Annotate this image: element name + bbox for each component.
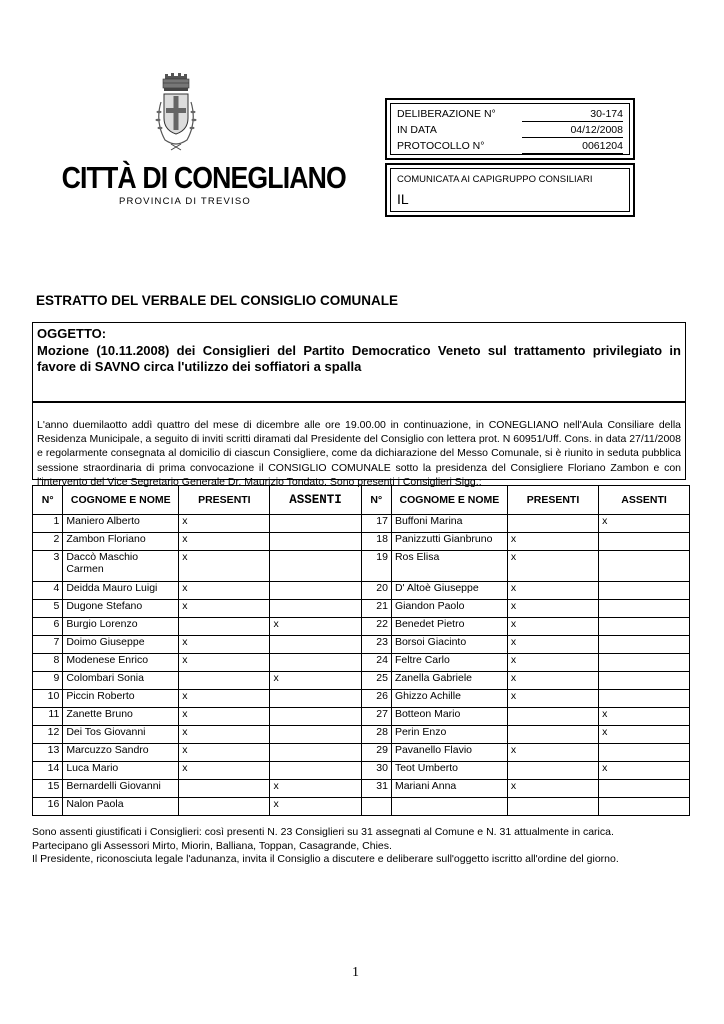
province-name: PROVINCIA DI TREVISO: [118, 196, 252, 207]
table-row: [33, 744, 690, 762]
present-mark: x: [507, 618, 598, 636]
member-name: Modenese Enrico: [63, 654, 179, 672]
row-number: 16: [33, 798, 63, 816]
table-row: [33, 726, 690, 744]
row-number: 21: [361, 600, 391, 618]
col-number-1: N°: [33, 486, 63, 515]
subject-text: Mozione (10.11.2008) dei Consiglieri del Partito Democratico Veneto sul trattamento privilegiato in favore di SAVNO circa l'utilizzo dei soffiatori a spalla: [37, 343, 681, 374]
city-crest-icon: [151, 72, 201, 172]
present-mark: x: [179, 762, 270, 780]
absent-mark: [599, 636, 690, 654]
present-mark: [507, 798, 598, 816]
member-name: Buffoni Marina: [391, 515, 507, 533]
col-absent-1: ASSENTI: [270, 486, 361, 515]
communication-label: COMUNICATA AI CAPIGRUPPO CONSILIARI: [397, 174, 593, 185]
present-mark: [507, 515, 598, 533]
member-name: Ros Elisa: [391, 551, 507, 582]
absent-mark: [270, 533, 361, 551]
present-mark: [507, 708, 598, 726]
member-name: Teot Umberto: [391, 762, 507, 780]
present-mark: x: [179, 515, 270, 533]
table-row: [33, 600, 690, 618]
row-number: 25: [361, 672, 391, 690]
absent-mark: x: [270, 798, 361, 816]
attendance-table: [32, 485, 690, 816]
member-name: Daccò Maschio Carmen: [63, 551, 179, 582]
row-number: 26: [361, 690, 391, 708]
present-mark: [179, 780, 270, 798]
row-number: 7: [33, 636, 63, 654]
member-name: Dugone Stefano: [63, 600, 179, 618]
row-number: 5: [33, 600, 63, 618]
row-number: 6: [33, 618, 63, 636]
member-name: Zanette Bruno: [63, 708, 179, 726]
subject-box: [32, 322, 686, 402]
absent-mark: x: [270, 780, 361, 798]
row-number: 19: [361, 551, 391, 582]
table-row: [33, 636, 690, 654]
row-number: 24: [361, 654, 391, 672]
present-mark: x: [507, 690, 598, 708]
table-row: [33, 654, 690, 672]
row-number: 28: [361, 726, 391, 744]
absent-mark: [599, 672, 690, 690]
absent-mark: [599, 533, 690, 551]
present-mark: x: [507, 744, 598, 762]
member-name: Piccin Roberto: [63, 690, 179, 708]
member-name: Doimo Giuseppe: [63, 636, 179, 654]
absent-mark: [270, 515, 361, 533]
table-row: [33, 762, 690, 780]
member-name: [391, 798, 507, 816]
subject-label: OGGETTO:: [37, 326, 107, 341]
present-mark: x: [507, 780, 598, 798]
absent-mark: [599, 780, 690, 798]
row-number: 3: [33, 551, 63, 582]
present-mark: x: [507, 672, 598, 690]
member-name: Luca Mario: [63, 762, 179, 780]
member-name: Feltre Carlo: [391, 654, 507, 672]
absent-mark: [599, 744, 690, 762]
member-name: Perin Enzo: [391, 726, 507, 744]
present-mark: x: [179, 600, 270, 618]
row-number: 30: [361, 762, 391, 780]
table-row: [33, 708, 690, 726]
member-name: Dei Tos Giovanni: [63, 726, 179, 744]
present-mark: x: [507, 600, 598, 618]
table-row: [33, 690, 690, 708]
member-name: Marcuzzo Sandro: [63, 744, 179, 762]
table-row: [33, 515, 690, 533]
present-mark: [179, 672, 270, 690]
absent-mark: [270, 600, 361, 618]
absent-mark: [270, 690, 361, 708]
present-mark: x: [507, 533, 598, 551]
absent-mark: [599, 690, 690, 708]
absent-mark: x: [599, 515, 690, 533]
member-name: Deidda Mauro Luigi: [63, 582, 179, 600]
present-mark: [507, 726, 598, 744]
present-mark: [179, 618, 270, 636]
member-name: D' Altoè Giuseppe: [391, 582, 507, 600]
present-mark: x: [179, 726, 270, 744]
absent-mark: [270, 726, 361, 744]
member-name: Borsoi Giacinto: [391, 636, 507, 654]
row-number: 18: [361, 533, 391, 551]
row-number: 14: [33, 762, 63, 780]
table-row: [33, 551, 690, 582]
col-present-2: PRESENTI: [507, 486, 598, 515]
intro-box: [32, 402, 686, 488]
present-mark: x: [179, 533, 270, 551]
register-value: 04/12/2008: [522, 124, 623, 138]
absent-mark: x: [270, 618, 361, 636]
absent-mark: [270, 551, 361, 582]
absent-mark: x: [270, 672, 361, 690]
member-name: Benedet Pietro: [391, 618, 507, 636]
table-header-row: [33, 486, 690, 515]
absent-mark: [599, 600, 690, 618]
row-number: 27: [361, 708, 391, 726]
member-name: Maniero Alberto: [63, 515, 179, 533]
absent-mark: x: [599, 726, 690, 744]
present-mark: x: [507, 636, 598, 654]
table-row: [33, 582, 690, 600]
row-number: 10: [33, 690, 63, 708]
row-number: 11: [33, 708, 63, 726]
register-label: DELIBERAZIONE N°: [397, 108, 496, 120]
document-title: ESTRATTO DEL VERBALE DEL CONSIGLIO COMUNALE: [36, 293, 399, 308]
col-present-1: PRESENTI: [179, 486, 270, 515]
table-row: [33, 618, 690, 636]
row-number: 17: [361, 515, 391, 533]
table-row: [33, 533, 690, 551]
col-name-2: COGNOME E NOME: [391, 486, 507, 515]
register-label: PROTOCOLLO N°: [397, 140, 485, 152]
absent-mark: [599, 551, 690, 582]
row-number: 12: [33, 726, 63, 744]
register-label: IN DATA: [397, 124, 437, 136]
member-name: Panizzutti Gianbruno: [391, 533, 507, 551]
member-name: Burgio Lorenzo: [63, 618, 179, 636]
city-name: CITTÀ DI CONEGLIANO: [61, 160, 346, 195]
row-number: 31: [361, 780, 391, 798]
present-mark: [179, 798, 270, 816]
table-row: [33, 672, 690, 690]
absent-mark: x: [599, 708, 690, 726]
present-mark: x: [179, 654, 270, 672]
footer-line: Sono assenti giustificati i Consiglieri: così presenti N. 23 Consiglieri su 31 assegnati al Comune e N. 31 attualmente in carica.: [32, 826, 614, 838]
present-mark: x: [179, 690, 270, 708]
row-number: 8: [33, 654, 63, 672]
table-row: [33, 798, 690, 816]
table-row: [33, 780, 690, 798]
present-mark: x: [179, 744, 270, 762]
row-number: 2: [33, 533, 63, 551]
row-number: 22: [361, 618, 391, 636]
absent-mark: [270, 654, 361, 672]
row-number: [361, 798, 391, 816]
member-name: Botteon Mario: [391, 708, 507, 726]
present-mark: [507, 762, 598, 780]
absent-mark: [599, 582, 690, 600]
member-name: Ghizzo Achille: [391, 690, 507, 708]
member-name: Giandon Paolo: [391, 600, 507, 618]
register-value: 0061204: [522, 140, 623, 154]
communication-box: [385, 163, 635, 217]
row-number: 4: [33, 582, 63, 600]
absent-mark: x: [599, 762, 690, 780]
col-name-1: COGNOME E NOME: [63, 486, 179, 515]
member-name: Bernardelli Giovanni: [63, 780, 179, 798]
absent-mark: [599, 618, 690, 636]
member-name: Zambon Floriano: [63, 533, 179, 551]
row-number: 13: [33, 744, 63, 762]
present-mark: x: [179, 708, 270, 726]
footer-notes: [32, 826, 692, 867]
footer-line: Il Presidente, riconosciuta legale l'adunanza, invita il Consiglio a discutere e deliberare sull'oggetto iscritto all'ordine del giorno.: [32, 853, 619, 866]
member-name: Colombari Sonia: [63, 672, 179, 690]
register-row: [397, 107, 623, 123]
row-number: 23: [361, 636, 391, 654]
absent-mark: [270, 708, 361, 726]
register-row: [397, 139, 623, 155]
row-number: 29: [361, 744, 391, 762]
page-number: 1: [352, 965, 359, 980]
intro-text: L'anno duemilaotto addì quattro del mese di dicembre alle ore 19.00.00 in continuazione, in CONEGLIANO nell'Aula Consiliare della Residenza Municipale, a seguito di inviti scritti diramati dal Presidente del Consiglio con lettera prot. N 60951/Uff. Cons. in data 27/11/2008 e regolarmente consegnata al domicilio di ciascun Consigliere, come da dichiarazione del Messo Comunale, si è riunito in seduta pubblica sessione straordinaria di prima convocazione il CONSIGLIO COMUNALE sotto la presidenza del Consigliere Floriano Zambon e con l'intervento del Vice Segretario Generale Dr. Maurizio Tondato. Sono presenti i Consiglieri Sigg.:: [37, 419, 681, 488]
row-number: 20: [361, 582, 391, 600]
member-name: Pavanello Flavio: [391, 744, 507, 762]
absent-mark: [599, 654, 690, 672]
register-row: [397, 123, 623, 139]
col-number-2: N°: [361, 486, 391, 515]
member-name: Mariani Anna: [391, 780, 507, 798]
row-number: 15: [33, 780, 63, 798]
row-number: 9: [33, 672, 63, 690]
absent-mark: [270, 636, 361, 654]
present-mark: x: [179, 582, 270, 600]
register-value: 30-174: [522, 108, 623, 122]
communication-value: IL: [397, 191, 409, 207]
present-mark: x: [179, 636, 270, 654]
absent-mark: [270, 582, 361, 600]
member-name: Zanella Gabriele: [391, 672, 507, 690]
register-box: [385, 98, 635, 160]
present-mark: x: [507, 551, 598, 582]
col-absent-2: ASSENTI: [599, 486, 690, 515]
absent-mark: [270, 744, 361, 762]
absent-mark: [270, 762, 361, 780]
absent-mark: [599, 798, 690, 816]
footer-line: Partecipano gli Assessori Mirto, Miorin, Balliana, Toppan, Casagrande, Chies.: [32, 839, 392, 852]
present-mark: x: [507, 582, 598, 600]
row-number: 1: [33, 515, 63, 533]
present-mark: x: [507, 654, 598, 672]
present-mark: x: [179, 551, 270, 582]
member-name: Nalon Paola: [63, 798, 179, 816]
